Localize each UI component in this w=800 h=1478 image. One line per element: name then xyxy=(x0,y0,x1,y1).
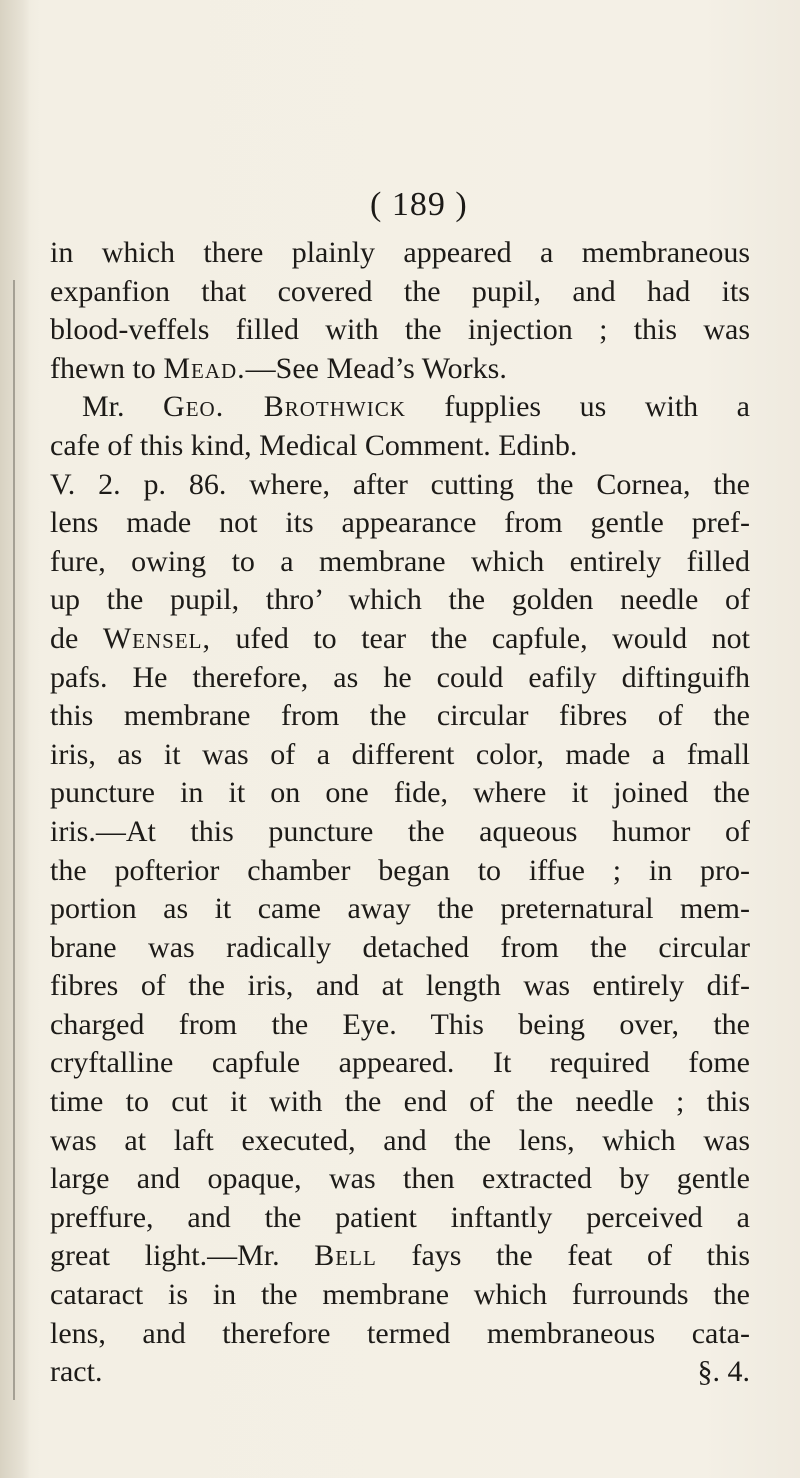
text-line: in which there plainly appeared a membraneous xyxy=(50,236,750,269)
text-run: Mr. xyxy=(82,390,164,424)
text-run: fays the feat of this xyxy=(376,1239,750,1273)
text-run: —See Mead’s Works. xyxy=(245,351,507,385)
text-line xyxy=(50,620,750,659)
text-line xyxy=(50,1237,750,1276)
page-number: ( 189 ) xyxy=(370,186,468,223)
text-line: V. 2. p. 86. where, after cutting the Cornea, the xyxy=(50,467,750,501)
text-line: iris, as it was of a different color, made a fmall xyxy=(50,737,750,771)
text-line xyxy=(50,350,750,389)
text-line: iris.—At this puncture the aqueous humor of xyxy=(50,814,750,848)
text-line: puncture in it on one fide, where it joined the xyxy=(50,776,750,810)
text-run: ufed to tear the capfule, would not xyxy=(211,621,750,655)
text-line: cafe of this kind, Medical Comment. Edinb. xyxy=(50,428,578,462)
text-line: this membrane from the circular fibres of the xyxy=(50,699,750,733)
text-line: charged from the Eye. This being over, the xyxy=(50,1007,750,1041)
text-run: fupplies us with a xyxy=(405,390,750,424)
text-line: pafs. He therefore, as he could eafily diftinguifh xyxy=(50,660,750,694)
body-text xyxy=(50,234,750,1392)
gutter-shadow-line xyxy=(13,280,15,1400)
text-run: de xyxy=(50,621,103,655)
last-line xyxy=(50,1353,750,1392)
text-line: lens made not its appearance from gentle pref- xyxy=(50,506,750,540)
page-gutter xyxy=(0,0,30,1478)
text-line xyxy=(50,388,750,427)
last-line-word: ract. xyxy=(50,1355,103,1389)
catchword: §. 4. xyxy=(697,1355,750,1389)
text-line: lens, and therefore termed membraneous cata- xyxy=(50,1316,750,1350)
text-line: cataract is in the membrane which furrounds the xyxy=(50,1278,750,1312)
small-caps-name: Bell xyxy=(314,1239,377,1273)
small-caps-name: Wensel, xyxy=(102,621,211,655)
text-run: great light.—Mr. xyxy=(50,1239,315,1273)
text-line: up the pupil, thro’ which the golden needle of xyxy=(50,583,750,617)
small-caps-name: Geo. Brothwick xyxy=(163,390,406,424)
text-line: cryftalline capfule appeared. It required fome xyxy=(50,1046,750,1080)
text-run: fhewn to xyxy=(50,351,164,385)
text-line: preffure, and the patient inftantly perceived a xyxy=(50,1200,750,1234)
text-line: portion as it came away the preternatural mem- xyxy=(50,892,750,926)
small-caps-name: Mead. xyxy=(163,351,246,385)
text-line: expanfion that covered the pupil, and had its xyxy=(50,274,750,308)
text-line: fibres of the iris, and at length was entirely dif- xyxy=(50,969,750,1003)
text-line: blood-veffels filled with the injection ; this was xyxy=(50,313,750,347)
text-line: large and opaque, was then extracted by gentle xyxy=(50,1162,750,1196)
text-line: fure, owing to a membrane which entirely filled xyxy=(50,544,750,578)
text-line: time to cut it with the end of the needle ; this xyxy=(50,1085,750,1119)
text-line: brane was radically detached from the circular xyxy=(50,930,750,964)
text-line: the pofterior chamber began to iffue ; in pro- xyxy=(50,853,750,887)
text-line: was at laft executed, and the lens, which was xyxy=(50,1123,750,1157)
